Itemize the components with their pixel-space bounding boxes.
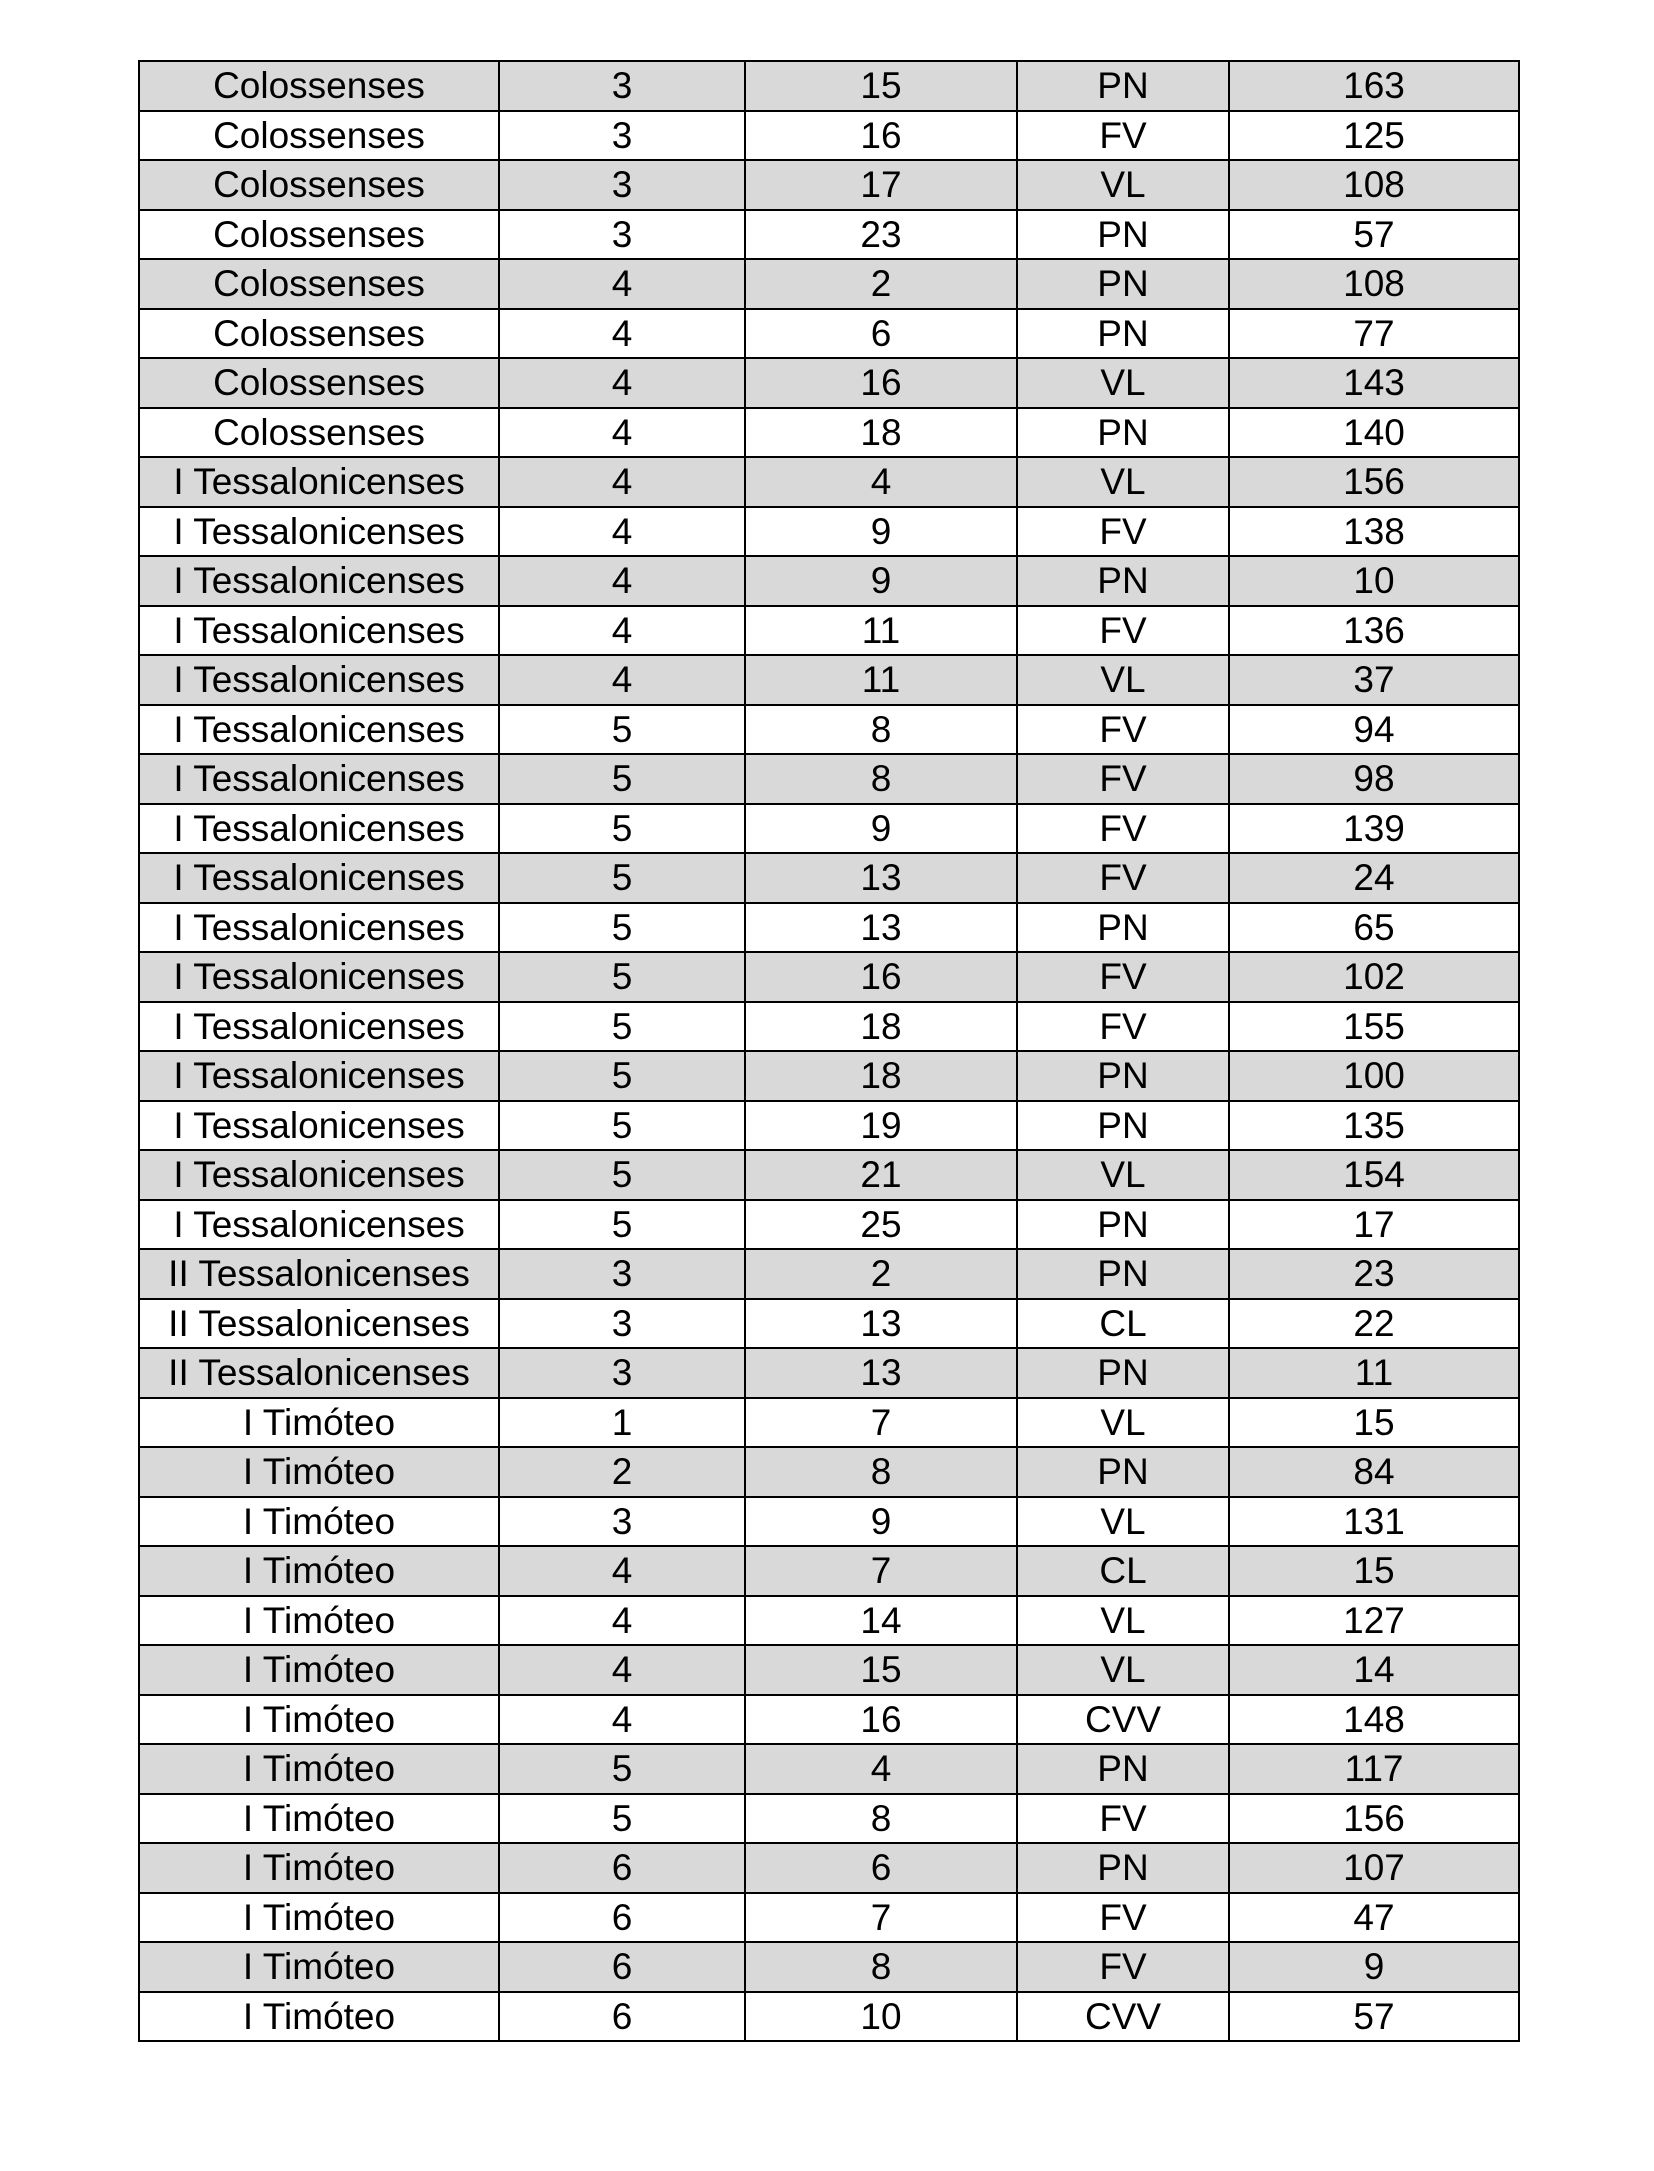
type-cell: FV bbox=[1017, 754, 1229, 804]
chapter-cell: 6 bbox=[499, 1992, 745, 2042]
table-row bbox=[139, 1695, 1519, 1745]
number-cell: 154 bbox=[1229, 1150, 1519, 1200]
book-cell: I Timóteo bbox=[139, 1546, 499, 1596]
verse-cell: 17 bbox=[745, 160, 1017, 210]
number-cell: 9 bbox=[1229, 1942, 1519, 1992]
chapter-cell: 6 bbox=[499, 1843, 745, 1893]
type-cell: VL bbox=[1017, 655, 1229, 705]
chapter-cell: 5 bbox=[499, 1002, 745, 1052]
number-cell: 94 bbox=[1229, 705, 1519, 755]
number-cell: 47 bbox=[1229, 1893, 1519, 1943]
type-cell: VL bbox=[1017, 1645, 1229, 1695]
table-row bbox=[139, 1051, 1519, 1101]
chapter-cell: 3 bbox=[499, 1348, 745, 1398]
type-cell: PN bbox=[1017, 408, 1229, 458]
type-cell: CVV bbox=[1017, 1695, 1229, 1745]
verse-cell: 9 bbox=[745, 507, 1017, 557]
table-row bbox=[139, 655, 1519, 705]
type-cell: VL bbox=[1017, 1596, 1229, 1646]
book-cell: I Timóteo bbox=[139, 1645, 499, 1695]
book-cell: I Tessalonicenses bbox=[139, 606, 499, 656]
chapter-cell: 3 bbox=[499, 1497, 745, 1547]
book-cell: I Timóteo bbox=[139, 1398, 499, 1448]
number-cell: 135 bbox=[1229, 1101, 1519, 1151]
book-cell: I Tessalonicenses bbox=[139, 655, 499, 705]
book-cell: I Timóteo bbox=[139, 1794, 499, 1844]
type-cell: PN bbox=[1017, 61, 1229, 111]
table-row bbox=[139, 1348, 1519, 1398]
book-cell: Colossenses bbox=[139, 358, 499, 408]
book-cell: Colossenses bbox=[139, 408, 499, 458]
verse-cell: 13 bbox=[745, 1348, 1017, 1398]
verse-cell: 6 bbox=[745, 1843, 1017, 1893]
verse-cell: 18 bbox=[745, 1051, 1017, 1101]
verse-cell: 21 bbox=[745, 1150, 1017, 1200]
chapter-cell: 5 bbox=[499, 853, 745, 903]
book-cell: I Timóteo bbox=[139, 1596, 499, 1646]
number-cell: 102 bbox=[1229, 952, 1519, 1002]
verse-cell: 8 bbox=[745, 1447, 1017, 1497]
table-row bbox=[139, 408, 1519, 458]
type-cell: CVV bbox=[1017, 1992, 1229, 2042]
book-cell: I Tessalonicenses bbox=[139, 754, 499, 804]
book-cell: I Tessalonicenses bbox=[139, 705, 499, 755]
number-cell: 131 bbox=[1229, 1497, 1519, 1547]
chapter-cell: 2 bbox=[499, 1447, 745, 1497]
book-cell: I Timóteo bbox=[139, 1893, 499, 1943]
chapter-cell: 1 bbox=[499, 1398, 745, 1448]
book-cell: I Tessalonicenses bbox=[139, 457, 499, 507]
type-cell: FV bbox=[1017, 1942, 1229, 1992]
chapter-cell: 3 bbox=[499, 160, 745, 210]
verse-cell: 16 bbox=[745, 1695, 1017, 1745]
number-cell: 139 bbox=[1229, 804, 1519, 854]
book-cell: I Tessalonicenses bbox=[139, 1150, 499, 1200]
book-cell: I Timóteo bbox=[139, 1843, 499, 1893]
type-cell: CL bbox=[1017, 1546, 1229, 1596]
table-row bbox=[139, 160, 1519, 210]
chapter-cell: 3 bbox=[499, 61, 745, 111]
table-row bbox=[139, 1447, 1519, 1497]
type-cell: PN bbox=[1017, 1348, 1229, 1398]
table-row bbox=[139, 1942, 1519, 1992]
table-row bbox=[139, 1200, 1519, 1250]
number-cell: 148 bbox=[1229, 1695, 1519, 1745]
chapter-cell: 5 bbox=[499, 1794, 745, 1844]
verse-cell: 16 bbox=[745, 952, 1017, 1002]
type-cell: PN bbox=[1017, 1101, 1229, 1151]
verse-cell: 16 bbox=[745, 111, 1017, 161]
table-row bbox=[139, 1150, 1519, 1200]
chapter-cell: 5 bbox=[499, 1200, 745, 1250]
book-cell: II Tessalonicenses bbox=[139, 1299, 499, 1349]
type-cell: PN bbox=[1017, 903, 1229, 953]
number-cell: 24 bbox=[1229, 853, 1519, 903]
number-cell: 127 bbox=[1229, 1596, 1519, 1646]
verse-cell: 14 bbox=[745, 1596, 1017, 1646]
verse-cell: 15 bbox=[745, 1645, 1017, 1695]
table-row bbox=[139, 1596, 1519, 1646]
chapter-cell: 4 bbox=[499, 309, 745, 359]
chapter-cell: 5 bbox=[499, 1101, 745, 1151]
number-cell: 11 bbox=[1229, 1348, 1519, 1398]
number-cell: 108 bbox=[1229, 259, 1519, 309]
book-cell: I Timóteo bbox=[139, 1497, 499, 1547]
number-cell: 77 bbox=[1229, 309, 1519, 359]
book-cell: Colossenses bbox=[139, 61, 499, 111]
book-cell: II Tessalonicenses bbox=[139, 1348, 499, 1398]
table-row bbox=[139, 358, 1519, 408]
number-cell: 163 bbox=[1229, 61, 1519, 111]
type-cell: FV bbox=[1017, 1794, 1229, 1844]
number-cell: 108 bbox=[1229, 160, 1519, 210]
number-cell: 37 bbox=[1229, 655, 1519, 705]
type-cell: FV bbox=[1017, 1893, 1229, 1943]
number-cell: 140 bbox=[1229, 408, 1519, 458]
table-row bbox=[139, 804, 1519, 854]
type-cell: PN bbox=[1017, 1200, 1229, 1250]
number-cell: 65 bbox=[1229, 903, 1519, 953]
verse-cell: 16 bbox=[745, 358, 1017, 408]
type-cell: PN bbox=[1017, 259, 1229, 309]
type-cell: FV bbox=[1017, 853, 1229, 903]
chapter-cell: 4 bbox=[499, 1596, 745, 1646]
verse-cell: 4 bbox=[745, 1744, 1017, 1794]
chapter-cell: 5 bbox=[499, 903, 745, 953]
chapter-cell: 4 bbox=[499, 1645, 745, 1695]
table-row bbox=[139, 705, 1519, 755]
type-cell: FV bbox=[1017, 606, 1229, 656]
type-cell: CL bbox=[1017, 1299, 1229, 1349]
chapter-cell: 4 bbox=[499, 457, 745, 507]
table-row bbox=[139, 1546, 1519, 1596]
book-cell: I Tessalonicenses bbox=[139, 1101, 499, 1151]
verse-cell: 8 bbox=[745, 754, 1017, 804]
type-cell: PN bbox=[1017, 309, 1229, 359]
table-row bbox=[139, 1794, 1519, 1844]
type-cell: FV bbox=[1017, 111, 1229, 161]
number-cell: 22 bbox=[1229, 1299, 1519, 1349]
verse-cell: 15 bbox=[745, 61, 1017, 111]
data-table bbox=[138, 60, 1520, 2042]
verse-cell: 13 bbox=[745, 1299, 1017, 1349]
table-row bbox=[139, 606, 1519, 656]
number-cell: 98 bbox=[1229, 754, 1519, 804]
type-cell: VL bbox=[1017, 160, 1229, 210]
table-row bbox=[139, 1002, 1519, 1052]
verse-cell: 9 bbox=[745, 804, 1017, 854]
chapter-cell: 6 bbox=[499, 1942, 745, 1992]
chapter-cell: 5 bbox=[499, 1150, 745, 1200]
verse-cell: 19 bbox=[745, 1101, 1017, 1151]
book-cell: II Tessalonicenses bbox=[139, 1249, 499, 1299]
number-cell: 15 bbox=[1229, 1546, 1519, 1596]
type-cell: PN bbox=[1017, 1051, 1229, 1101]
number-cell: 117 bbox=[1229, 1744, 1519, 1794]
chapter-cell: 3 bbox=[499, 1299, 745, 1349]
chapter-cell: 5 bbox=[499, 1051, 745, 1101]
table-row bbox=[139, 1744, 1519, 1794]
chapter-cell: 4 bbox=[499, 1546, 745, 1596]
number-cell: 17 bbox=[1229, 1200, 1519, 1250]
chapter-cell: 4 bbox=[499, 606, 745, 656]
number-cell: 14 bbox=[1229, 1645, 1519, 1695]
verse-cell: 6 bbox=[745, 309, 1017, 359]
chapter-cell: 3 bbox=[499, 1249, 745, 1299]
verse-cell: 9 bbox=[745, 1497, 1017, 1547]
type-cell: PN bbox=[1017, 1447, 1229, 1497]
number-cell: 156 bbox=[1229, 457, 1519, 507]
table-row bbox=[139, 1497, 1519, 1547]
chapter-cell: 5 bbox=[499, 1744, 745, 1794]
number-cell: 15 bbox=[1229, 1398, 1519, 1448]
verse-cell: 18 bbox=[745, 408, 1017, 458]
verse-cell: 13 bbox=[745, 903, 1017, 953]
table-row bbox=[139, 1101, 1519, 1151]
verse-cell: 23 bbox=[745, 210, 1017, 260]
verse-cell: 9 bbox=[745, 556, 1017, 606]
chapter-cell: 4 bbox=[499, 259, 745, 309]
table-row bbox=[139, 309, 1519, 359]
book-cell: I Tessalonicenses bbox=[139, 903, 499, 953]
chapter-cell: 4 bbox=[499, 1695, 745, 1745]
type-cell: PN bbox=[1017, 556, 1229, 606]
table-row bbox=[139, 1299, 1519, 1349]
book-cell: Colossenses bbox=[139, 210, 499, 260]
verse-cell: 2 bbox=[745, 1249, 1017, 1299]
table-row bbox=[139, 1398, 1519, 1448]
chapter-cell: 4 bbox=[499, 556, 745, 606]
verse-cell: 8 bbox=[745, 705, 1017, 755]
number-cell: 143 bbox=[1229, 358, 1519, 408]
verse-cell: 4 bbox=[745, 457, 1017, 507]
chapter-cell: 4 bbox=[499, 408, 745, 458]
table-row bbox=[139, 1893, 1519, 1943]
type-cell: VL bbox=[1017, 457, 1229, 507]
number-cell: 23 bbox=[1229, 1249, 1519, 1299]
table-row bbox=[139, 507, 1519, 557]
number-cell: 136 bbox=[1229, 606, 1519, 656]
chapter-cell: 4 bbox=[499, 358, 745, 408]
verse-cell: 11 bbox=[745, 655, 1017, 705]
number-cell: 155 bbox=[1229, 1002, 1519, 1052]
number-cell: 57 bbox=[1229, 1992, 1519, 2042]
chapter-cell: 5 bbox=[499, 804, 745, 854]
table-row bbox=[139, 556, 1519, 606]
type-cell: VL bbox=[1017, 1150, 1229, 1200]
verse-cell: 13 bbox=[745, 853, 1017, 903]
book-cell: Colossenses bbox=[139, 111, 499, 161]
table-row bbox=[139, 853, 1519, 903]
table-row bbox=[139, 903, 1519, 953]
number-cell: 84 bbox=[1229, 1447, 1519, 1497]
book-cell: I Tessalonicenses bbox=[139, 556, 499, 606]
table-row bbox=[139, 1249, 1519, 1299]
number-cell: 10 bbox=[1229, 556, 1519, 606]
verse-cell: 7 bbox=[745, 1398, 1017, 1448]
type-cell: VL bbox=[1017, 1398, 1229, 1448]
number-cell: 125 bbox=[1229, 111, 1519, 161]
table-row bbox=[139, 457, 1519, 507]
chapter-cell: 4 bbox=[499, 507, 745, 557]
type-cell: FV bbox=[1017, 804, 1229, 854]
chapter-cell: 4 bbox=[499, 655, 745, 705]
book-cell: I Tessalonicenses bbox=[139, 804, 499, 854]
type-cell: VL bbox=[1017, 1497, 1229, 1547]
verse-cell: 2 bbox=[745, 259, 1017, 309]
number-cell: 100 bbox=[1229, 1051, 1519, 1101]
table-row bbox=[139, 210, 1519, 260]
type-cell: FV bbox=[1017, 952, 1229, 1002]
table-row bbox=[139, 111, 1519, 161]
type-cell: VL bbox=[1017, 358, 1229, 408]
book-cell: I Timóteo bbox=[139, 1447, 499, 1497]
verse-cell: 8 bbox=[745, 1794, 1017, 1844]
type-cell: FV bbox=[1017, 507, 1229, 557]
book-cell: I Tessalonicenses bbox=[139, 952, 499, 1002]
table-row bbox=[139, 259, 1519, 309]
type-cell: PN bbox=[1017, 1744, 1229, 1794]
book-cell: Colossenses bbox=[139, 259, 499, 309]
book-cell: I Tessalonicenses bbox=[139, 1200, 499, 1250]
book-cell: I Timóteo bbox=[139, 1992, 499, 2042]
verse-cell: 7 bbox=[745, 1546, 1017, 1596]
type-cell: PN bbox=[1017, 1843, 1229, 1893]
book-cell: I Timóteo bbox=[139, 1744, 499, 1794]
number-cell: 156 bbox=[1229, 1794, 1519, 1844]
number-cell: 107 bbox=[1229, 1843, 1519, 1893]
book-cell: I Timóteo bbox=[139, 1942, 499, 1992]
table-row bbox=[139, 1992, 1519, 2042]
verse-cell: 11 bbox=[745, 606, 1017, 656]
book-cell: I Tessalonicenses bbox=[139, 853, 499, 903]
chapter-cell: 5 bbox=[499, 952, 745, 1002]
type-cell: FV bbox=[1017, 705, 1229, 755]
table-row bbox=[139, 1645, 1519, 1695]
verse-cell: 25 bbox=[745, 1200, 1017, 1250]
book-cell: I Tessalonicenses bbox=[139, 1002, 499, 1052]
number-cell: 138 bbox=[1229, 507, 1519, 557]
book-cell: I Tessalonicenses bbox=[139, 507, 499, 557]
type-cell: PN bbox=[1017, 1249, 1229, 1299]
verse-cell: 8 bbox=[745, 1942, 1017, 1992]
verse-cell: 10 bbox=[745, 1992, 1017, 2042]
table-row bbox=[139, 754, 1519, 804]
type-cell: FV bbox=[1017, 1002, 1229, 1052]
book-cell: Colossenses bbox=[139, 309, 499, 359]
table-row bbox=[139, 952, 1519, 1002]
chapter-cell: 5 bbox=[499, 754, 745, 804]
type-cell: PN bbox=[1017, 210, 1229, 260]
table-body bbox=[139, 61, 1519, 2041]
chapter-cell: 3 bbox=[499, 210, 745, 260]
verse-cell: 7 bbox=[745, 1893, 1017, 1943]
book-cell: I Timóteo bbox=[139, 1695, 499, 1745]
chapter-cell: 5 bbox=[499, 705, 745, 755]
table-row bbox=[139, 1843, 1519, 1893]
table-row bbox=[139, 61, 1519, 111]
book-cell: Colossenses bbox=[139, 160, 499, 210]
chapter-cell: 6 bbox=[499, 1893, 745, 1943]
chapter-cell: 3 bbox=[499, 111, 745, 161]
verse-cell: 18 bbox=[745, 1002, 1017, 1052]
number-cell: 57 bbox=[1229, 210, 1519, 260]
book-cell: I Tessalonicenses bbox=[139, 1051, 499, 1101]
